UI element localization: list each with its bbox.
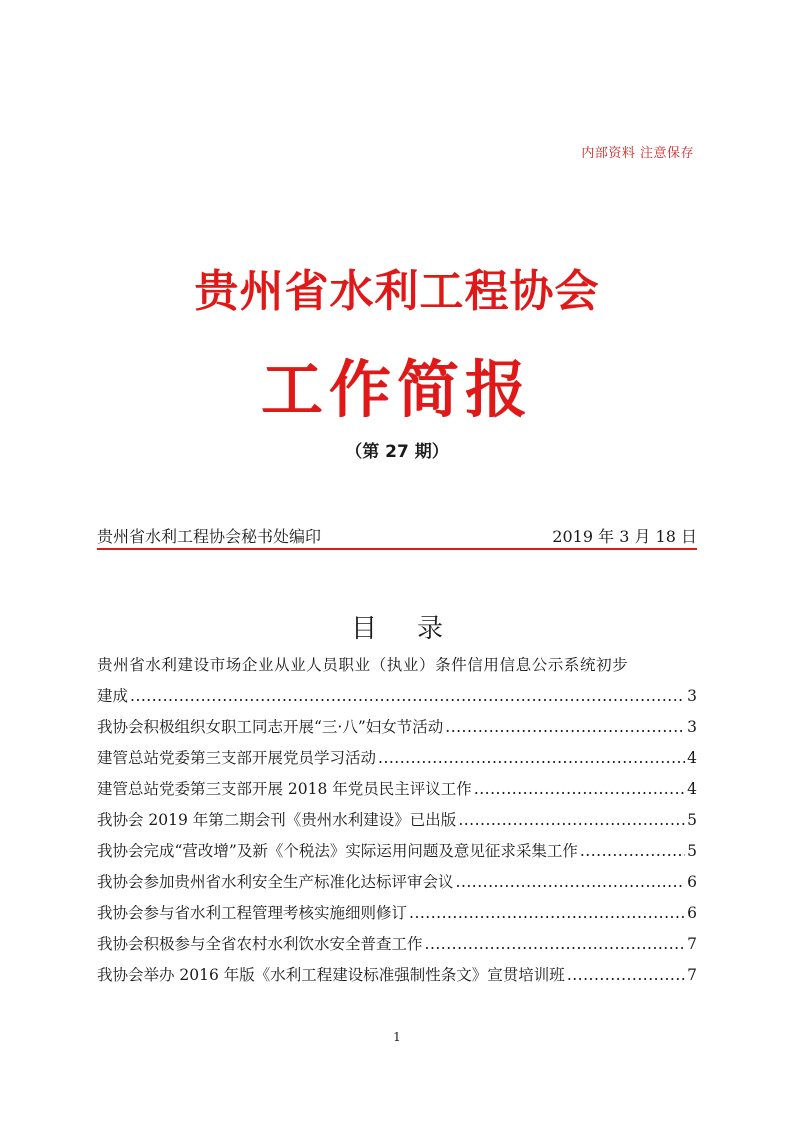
toc-page-number: 6 (687, 873, 697, 891)
toc-heading: 目录 (350, 614, 483, 644)
toc-leader-dots (130, 681, 685, 712)
red-divider (97, 548, 697, 550)
publish-date: 2019 年 3 月 18 日 (552, 527, 697, 546)
toc-leader-dots (409, 898, 685, 929)
bulletin-title: 工作简报 (260, 353, 533, 426)
toc-leader-dots (378, 743, 685, 774)
toc-entry-title: 我协会积极组织女职工同志开展“三·八”妇女节活动 (97, 718, 444, 736)
toc-entry-title: 建管总站党委第三支部开展 2018 年党员民主评议工作 (97, 780, 472, 798)
toc-page-number: 3 (687, 687, 697, 705)
toc-entry-title: 我协会参加贵州省水利安全生产标准化达标评审会议 (97, 873, 454, 891)
toc-leader-dots (474, 774, 685, 805)
toc-entry[interactable] (97, 898, 697, 929)
toc-entry[interactable] (97, 805, 697, 836)
page-number: 1 (393, 1030, 401, 1044)
toc-entry-title: 我协会完成“营改增”及新《个税法》实际运用问题及意见征求采集工作 (97, 842, 578, 860)
toc-page-number: 7 (687, 935, 697, 953)
toc-page-number: 7 (687, 966, 697, 984)
toc-entry-title: 建成 (97, 687, 129, 705)
toc-leader-dots (458, 805, 685, 836)
toc-entry[interactable] (97, 774, 697, 805)
toc-page-number: 6 (687, 904, 697, 922)
toc-leader-dots (425, 929, 686, 960)
confidential-note: 内部资料 注意保存 (581, 146, 694, 161)
toc-entry[interactable] (97, 960, 697, 991)
issue-number: （第 27 期） (345, 442, 449, 462)
toc-leader-dots (580, 836, 685, 867)
toc-entry[interactable] (97, 867, 697, 898)
toc-entry[interactable] (97, 650, 697, 712)
toc-page-number: 5 (687, 842, 697, 860)
compiler-text: 贵州省水利工程协会秘书处编印 (97, 527, 322, 546)
toc-entry-title: 我协会参与省水利工程管理考核实施细则修订 (97, 904, 408, 922)
masthead-info (97, 524, 697, 547)
organization-title: 贵州省水利工程协会 (194, 266, 600, 317)
toc-entry[interactable] (97, 929, 697, 960)
toc-entry[interactable] (97, 836, 697, 867)
toc-leader-dots (456, 867, 686, 898)
toc-entry-title-line: 贵州省水利建设市场企业从业人员职业（执业）条件信用信息公示系统初步 (97, 656, 629, 674)
toc-page-number: 5 (687, 811, 697, 829)
table-of-contents (97, 650, 697, 991)
toc-entry-title: 我协会 2019 年第二期会刊《贵州水利建设》已出版 (97, 811, 457, 829)
toc-page-number: 4 (687, 749, 697, 767)
toc-entry-title: 我协会举办 2016 年版《水利工程建设标准强制性条文》宣贯培训班 (97, 966, 565, 984)
toc-entry[interactable] (97, 743, 697, 774)
toc-entry-title: 我协会积极参与全省农村水利饮水安全普查工作 (97, 935, 423, 953)
toc-leader-dots (567, 960, 685, 991)
toc-entry-title: 建管总站党委第三支部开展党员学习活动 (97, 749, 377, 767)
toc-page-number: 3 (687, 718, 697, 736)
toc-entry[interactable] (97, 712, 697, 743)
toc-page-number: 4 (687, 780, 697, 798)
toc-leader-dots (445, 712, 685, 743)
